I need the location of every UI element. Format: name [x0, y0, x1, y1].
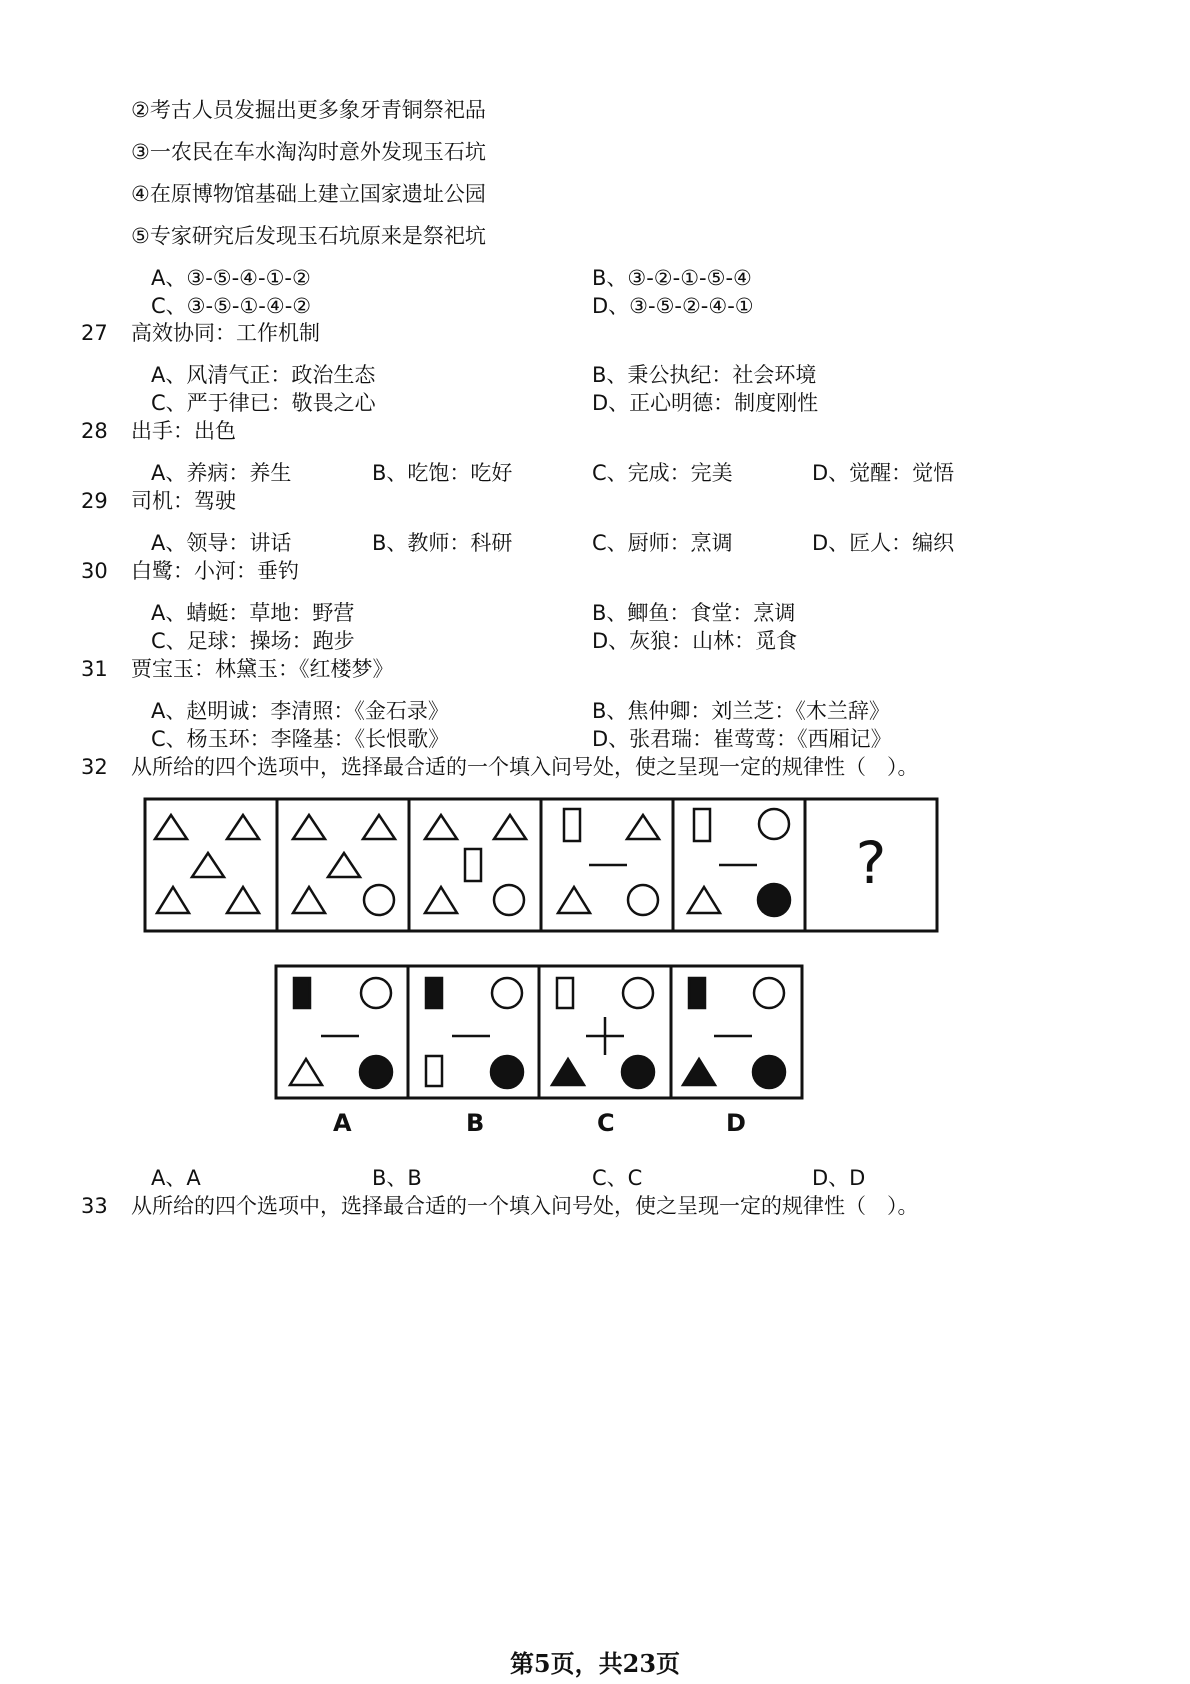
triangle-outline-icon	[558, 887, 590, 913]
q31-number: 31	[81, 657, 108, 681]
q28-option-d[interactable]: D、觉醒：觉悟	[812, 461, 955, 485]
triangle-outline-icon	[192, 853, 224, 877]
q31-option-a[interactable]: A、赵明诚：李清照：《金石录》	[151, 699, 449, 723]
q31-option-c[interactable]: C、杨玉环：李隆基：《长恨歌》	[151, 727, 450, 751]
q30-option-c[interactable]: C、足球：操场：跑步	[151, 629, 355, 653]
q26-option-a[interactable]: A、③-⑤-④-①-②	[151, 266, 311, 290]
triangle-outline-icon	[425, 815, 457, 839]
triangle-outline-icon	[425, 887, 457, 913]
q26-item-4: ④在原博物馆基础上建立国家遗址公园	[131, 182, 486, 206]
q26-option-b[interactable]: B、③-②-①-⑤-④	[592, 266, 752, 290]
rectangle-filled-icon	[689, 978, 705, 1008]
circle-filled-icon	[360, 1056, 392, 1088]
triangle-outline-icon	[363, 815, 395, 839]
q29-option-c[interactable]: C、厨师：烹调	[592, 531, 733, 555]
q32-option-c[interactable]: C、C	[592, 1166, 643, 1190]
q32-stem: 从所给的四个选项中，选择最合适的一个填入问号处，使之呈现一定的规律性（ ）。	[131, 755, 919, 779]
q30-option-a[interactable]: A、蜻蜓：草地：野营	[151, 601, 355, 625]
circle-filled-icon	[753, 1056, 785, 1088]
rectangle-outline-icon	[564, 809, 580, 841]
circle-outline-icon	[628, 885, 658, 915]
triangle-outline-icon	[157, 887, 189, 913]
rectangle-outline-icon	[694, 809, 710, 841]
q30-number: 30	[81, 559, 108, 583]
q31-stem: 贾宝玉：林黛玉：《红楼梦》	[131, 657, 394, 681]
triangle-filled-icon	[552, 1059, 584, 1085]
circle-outline-icon	[759, 809, 789, 839]
q30-option-b[interactable]: B、鲫鱼：食堂：烹调	[592, 601, 796, 625]
q26-option-c[interactable]: C、③-⑤-①-④-②	[151, 294, 312, 318]
q33-stem: 从所给的四个选项中，选择最合适的一个填入问号处，使之呈现一定的规律性（ ）。	[131, 1194, 919, 1218]
q26-option-d[interactable]: D、③-⑤-②-④-①	[592, 294, 754, 318]
circle-outline-icon	[494, 885, 524, 915]
q29-option-d[interactable]: D、匠人：编织	[812, 531, 955, 555]
q27-option-b[interactable]: B、秉公执纪：社会环境	[592, 363, 817, 387]
q27-option-d[interactable]: D、正心明德：制度刚性	[592, 391, 819, 415]
q29-number: 29	[81, 489, 108, 513]
q29-option-b[interactable]: B、教师：科研	[372, 531, 513, 555]
circle-filled-icon	[758, 884, 790, 916]
circle-outline-icon	[361, 978, 391, 1008]
circle-outline-icon	[492, 978, 522, 1008]
q30-option-d[interactable]: D、灰狼：山林：觅食	[592, 629, 798, 653]
q28-stem: 出手：出色	[131, 419, 236, 443]
q26-item-5: ⑤专家研究后发现玉石坑原来是祭祀坑	[131, 224, 486, 248]
triangle-outline-icon	[627, 815, 659, 839]
q31-option-b[interactable]: B、焦仲卿：刘兰芝：《木兰辞》	[592, 699, 890, 723]
triangle-outline-icon	[155, 815, 187, 839]
figure-label-a: A	[333, 1109, 352, 1137]
q32-option-d[interactable]: D、D	[812, 1166, 866, 1190]
circle-outline-icon	[364, 885, 394, 915]
q26-item-3: ③一农民在车水淘沟时意外发现玉石坑	[131, 140, 486, 164]
rectangle-outline-icon	[465, 849, 481, 881]
rectangle-outline-icon	[557, 978, 573, 1008]
figure-label-d: D	[726, 1109, 746, 1137]
q28-option-c[interactable]: C、完成：完美	[592, 461, 733, 485]
triangle-outline-icon	[328, 853, 360, 877]
q32-number: 32	[81, 755, 108, 779]
figure-label-c: C	[597, 1109, 615, 1137]
q28-number: 28	[81, 419, 108, 443]
q27-option-c[interactable]: C、严于律已：敬畏之心	[151, 391, 376, 415]
triangle-outline-icon	[227, 815, 259, 839]
q28-option-a[interactable]: A、养病：养生	[151, 461, 292, 485]
q32-choices-figure	[274, 964, 804, 1100]
circle-filled-icon	[491, 1056, 523, 1088]
triangle-outline-icon	[293, 815, 325, 839]
triangle-filled-icon	[683, 1059, 715, 1085]
q27-stem: 高效协同：工作机制	[131, 321, 320, 345]
rectangle-filled-icon	[426, 978, 442, 1008]
q32-option-a[interactable]: A、A	[151, 1166, 201, 1190]
q26-item-2: ②考古人员发掘出更多象牙青铜祭祀品	[131, 98, 486, 122]
page-footer: 第5页，共23页	[509, 1649, 681, 1678]
triangle-outline-icon	[227, 887, 259, 913]
triangle-outline-icon	[688, 887, 720, 913]
figure-label-b: B	[466, 1109, 485, 1137]
circle-filled-icon	[622, 1056, 654, 1088]
q29-stem: 司机：驾驶	[131, 489, 236, 513]
q27-option-a[interactable]: A、风清气正：政治生态	[151, 363, 376, 387]
q27-number: 27	[81, 321, 108, 345]
question-mark: ?	[855, 829, 887, 897]
q29-option-a[interactable]: A、领导：讲话	[151, 531, 292, 555]
q30-stem: 白鹭：小河：垂钓	[131, 559, 299, 583]
triangle-outline-icon	[494, 815, 526, 839]
q32-sequence-figure	[143, 797, 939, 933]
rectangle-filled-icon	[294, 978, 310, 1008]
q32-option-b[interactable]: B、B	[372, 1166, 422, 1190]
rectangle-outline-icon	[426, 1056, 442, 1086]
circle-outline-icon	[754, 978, 784, 1008]
triangle-outline-icon	[290, 1059, 322, 1085]
q28-option-b[interactable]: B、吃饱：吃好	[372, 461, 513, 485]
q31-option-d[interactable]: D、张君瑞：崔莺莺：《西厢记》	[592, 727, 892, 751]
triangle-outline-icon	[293, 887, 325, 913]
circle-outline-icon	[623, 978, 653, 1008]
q33-number: 33	[81, 1194, 108, 1218]
